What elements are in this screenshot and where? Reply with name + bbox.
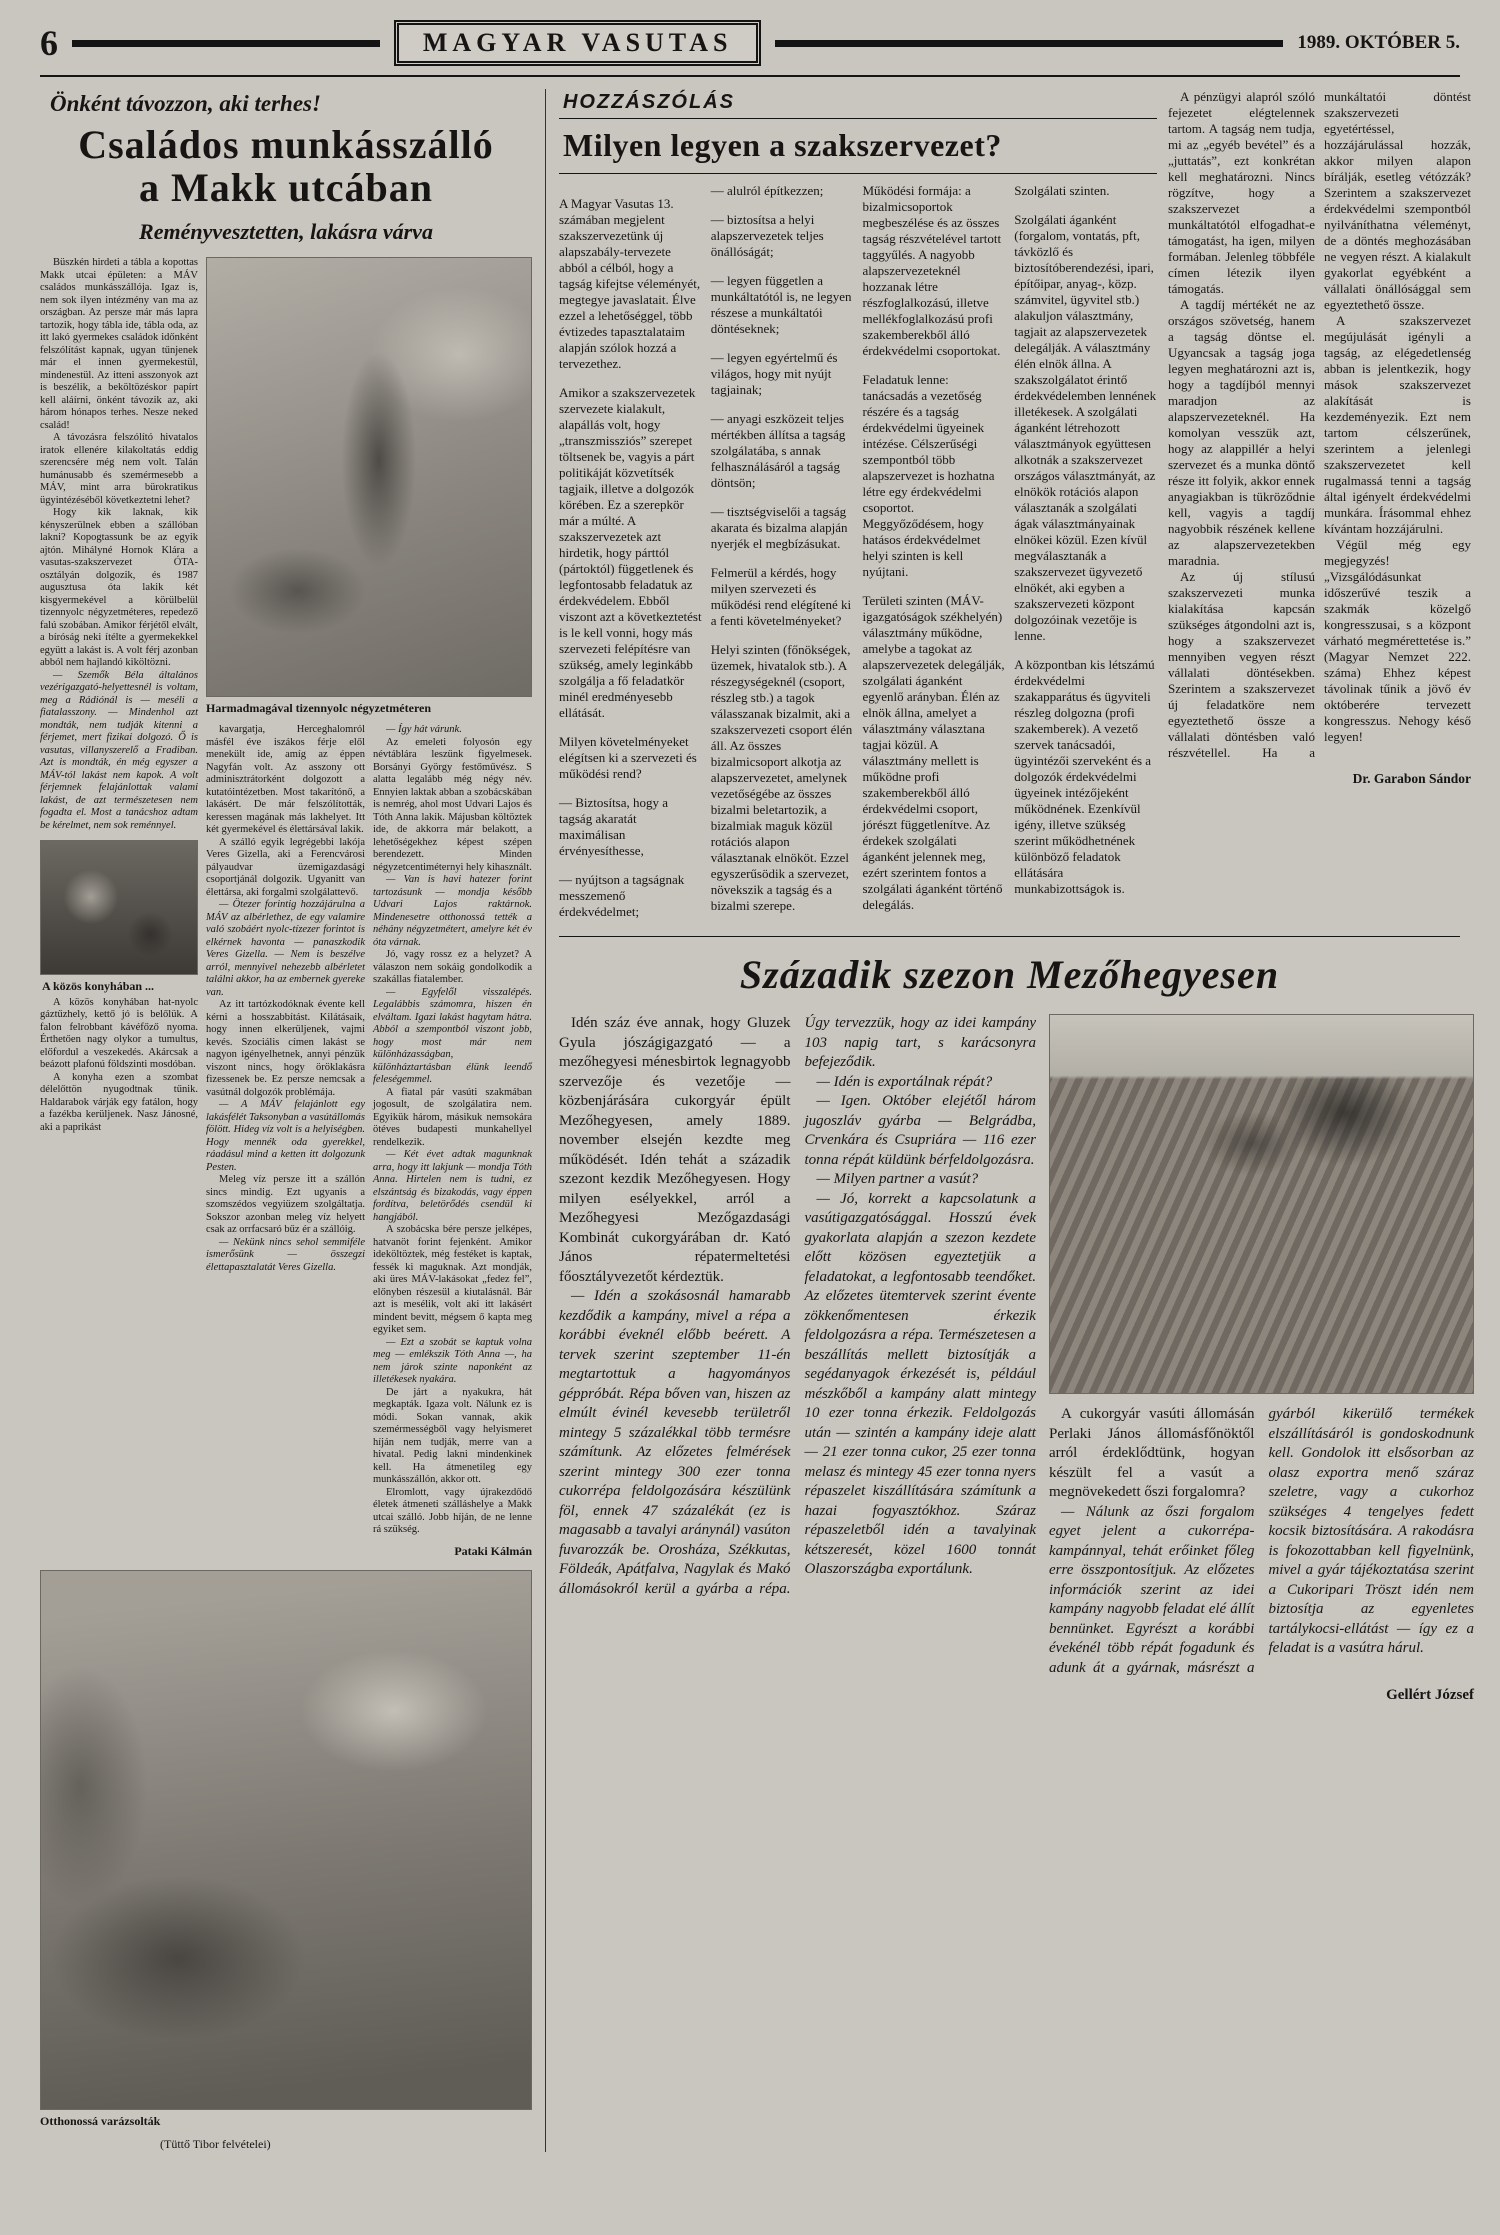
column-1-more-text [40,997,198,1135]
paragraph: A távozásra felszólító hivatalos iratok ellenére kilakoltatás eddig szerencsére még nem volt. Talán humánusabb és szemérmesebb a MÁV, mint arra bürokratikus ügyintézéséből következtetni lehet? [40,432,198,506]
paragraph: Az emeleti folyosón egy névtáblára leszünk figyelmesek. Borsányi György festőművész. S alatta legalább még négy név. Ennyien laktak abban a szobácskában is nemrég, ahol most Udvari Lajos és Tóth Anna lakik. Májusban költöztek ide, de akkorra már belakott, a lehetőségekhez képest szépen berendezett. Minden négyzetcentiméternyi hely kihasznált. [373,736,532,873]
section-label: HOZZÁSZÓLÁS [559,89,1157,119]
paragraph: — Van is havi hatezer forint tartozásunk — mondja később Udvari Lajos raktárnok. Mindenesetre otthonossá tették a néhány négyzetmétert, amelyre két év óta várnak. [373,874,532,948]
opinion-side-block [1168,89,1471,787]
article-body-columns [40,257,532,1557]
season-headline: Századik szezon Mezőhegyesen [739,952,1280,997]
paragraph: — Milyen partner a vasút? [816,1171,979,1187]
paragraph: — anyagi eszközeit teljes mértékben állítsa a tagság szolgálatába, s annak felhasználásáról a tagság döntsön; [710,411,846,490]
article-kicker: Önként távozzon, aki terhes! [50,91,321,116]
paragraph: Az új stílusú szakszervezeti munka kialakítása kapcsán szükséges átgondolni azt is, hogy a szakszervezet mennyiben vegyen részt vállalati döntésekben. Szerintem a szakszervezet új feladatköre nem egyeztethető össze a vállalati döntésben való részvétellel. Ha a munkáltatói döntést szakszervezeti egyetértéssel, hozzájárulással hozzák, akkor milyen alapon bírálják, esetleg vétózzák? Szerintem a szakszervezet érdekvédelmi szempontból nyilváníthatna véleményt, de a döntés meghozásában ne vegyen részt. A kialakult gyakorlat egyébként a vállalati önállósággal sem egyeztethető össze. [1167,89,1471,760]
paragraph: Helyi szinten (főnökségek, üzemek, hivatalok stb.). A részegységeknél (csoport, részleg stb.) a tagok válasszanak bizalmit, aki a szakszervezeti csoport élén áll. Az összes bizalmicsoport alkotja az alapszervezetet, amelynek vezetőségébe az összes bizalmi beletartozik, a bizalmiak maguk közül rotációs alapon választanak elnököt. Ezzel egyszerűsödik a szervezet, növekszik a tagság és a bizalmi szerepe. [710,642,853,913]
paragraph: Szolgálati áganként (forgalom, vontatás, pft, távközlő és biztosítóberendezési, ipari, építőipar, anyag-, közp. számvitel, ügyvitel stb.) alakuljon választmány, tagjait az alapszervezetek delegálják. A választmány élén elnök állna. A szakszolgálatot érintő érdekvédelemben lennének illetékesek. A szolgálati áganként létrehozott választmányok együttesen alkotnák a szakszervezet országos választmányát, az elnökök rotációs alapon választanák a szolgálati ágak választmányainak elnökei közül. Ezen kívül megválasztanák a szakszervezet ügyvezető elnökét, aki egyben a szakszervezeti központ dolgozóinak vezetője is lenne. [1014,212,1157,643]
paragraph: Az itt tartózkodóknak évente kell kérni a hosszabbítást. Kilátásaik, hogy innen elkerüljenek, vajmi kevés. Szociális címen lakást se nagyon igényelhetnek, annyi pénzük viszont nincs, hogy öröklakásra fizessenek be. Ez persze nemcsak a vasútnál dolgozók problémája. [206,999,365,1098]
opinion-side-columns [1168,89,1471,761]
opinion-headline: Milyen legyen a szakszervezet? [562,127,1002,163]
article-subheadline: Reményvesztetten, lakásra várva [139,219,433,245]
opinion-header [559,89,1157,174]
paragraph: De járt a nyakukra, hát megkapták. Igaza volt. Nálunk ez is módi. Sokan vannak, akik szemérmességből vagy helyismeret híján nem tudják, merre van a hivatal. Pedig lakni mindenkinek kell. Ha átmenetileg egy munkásszállón, akkor ott. [373,1386,532,1486]
paragraph: Jó, vagy rossz ez a helyzet? A válaszon nem sokáig gondolkodik a szakállas fiatalember. [373,949,532,986]
headline-line2: a Makk utcában [138,165,434,211]
paragraph: Idén száz éve annak, hogy Gluzek Gyula jószágigazgató — a mezőhegyesi ménesbirtok legnagyobb szervezője és vezetője — közbenjárására cukorgyár épült Mezőhegyesen, amely 1889. november elsején kezdte meg működését. Idén tehát a századik szezont kezdik Mezőhegyesen. Hogy milyen esélyekkel, arról a Mezőhegyesi Mezőgazdasági Kombinát cukorgyárában dr. Kató János répatermeltetési főosztályvezetőt kérdeztük. [558,1015,791,1285]
paragraph: — Jó, korrekt a kapcsolatunk a vasútigazgatósággal. Hosszú évek gyakorlata alapján a szezon kezdete előtt közösen egyeztetjük a feladatokat, a legfontosabb teendőket. Az előzetes ütemtervek szerint évente zökkenőmentesen érkezik feldolgozásra a répa. Természetesen a beszállítás mellett biztosítják a segédanyagok érkezését is, például mészkőből a kampány alatt mintegy 10 ezer tonna érkezik. Feldolgozás után — szintén a kampány ideje alatt — 21 ezer tonna cukor, 25 ezer tonna melasz és mintegy 45 ezer tonna nyers répaszelet kiszállítására számítunk a hazai fogyasztókhoz. Száraz répaszeletből idén a tavalyinak kétszeresét, közel 1600 tonnát Olaszországba exportálunk. [804,1190,1036,1577]
season-body [558,1014,1474,1704]
columns-2-3-row [206,724,532,1557]
paragraph: — alulról építkezzen; [710,183,824,198]
article-opinion [558,89,1471,924]
paragraph: — legyen egyértelmű és világos, hogy mit nyújt tagjainak; [710,350,838,397]
season-right-block [1049,1014,1474,1704]
page-number: 6 [40,23,58,63]
paragraph: A konyha ezen a szombat délelőttön nyugodtnak tűnik. Haldarabok várják egy fatálon, hogy a fazékba kerüljenek. Nasz Jánosné, aki a paprikást [40,1071,198,1133]
season-author: Gellért József [1386,1687,1474,1703]
masthead-rule-right [775,40,1283,47]
paragraph: A fiatal pár vasúti szakmában jogosult, de szolgálatira nem. Egyikük három, másikuk nemsokára ötéves budapesti munkahellyel rendelkezik. [373,1086,532,1148]
shared-kitchen-photo [40,840,198,975]
paragraph: A szobácska bére persze jelképes, hatvanöt forint fejenként. Amikor ideköltöztek, még festéket is kaptak, fessék ki maguknak. Azt mondják, aki üres MÁV-lakásokat „fedez fel”, előnyben részesül a kiutalásnál. Bár azt is mesélik, volt aki itt lakásért mindent bevitt, mégsem ő kapta meg egyiket sem. [373,1224,532,1336]
paragraph: A pénzügyi alapról szóló fejezetet elégtelennek tartom. A tagság nem tudja, mi az „egyéb bevétel” és a „juttatás”, ezt konkrétan kell meghatározni. Nincs rögzítve, hogy a szakszervezet a munkáltatótól elfogadhat-e támogatást, ha igen, milyen formában. Jelenleg többféle címen létezik ilyen támogatás. [1167,89,1315,296]
paragraph: — Így hát várunk. [386,724,462,736]
paragraph: A szakszervezet megújulását igényli a tagság, az elégedetlenség abban is jelentkezik, hogy mások szakszervezet alakítását is kezdeményezik. Ezt nem tartom célszerűnek, szerintem a jelenlegi szakszervezetet kell rugalmassá tenni a tagság által igényelt érdekvédelmi munkára. Írásommal ehhez kívántam hozzájárulni. [1323,313,1471,536]
paragraph: — Ötezer forintig hozzájárulna a MÁV az albérlethez, de egy valamire való szobáért nyolc-tízezer forintot is elkérnek havonta — panaszkodik Veres Gizella. — Nem is beszélve arról, mennyivel nehezebb albérletet találni akkor, ha az embernek gyereke van. [206,899,365,998]
paragraph: — Igen. Október elejétől három jugoszláv gyárba — Belgrádba, Crvenkára és Csupriára — 116 ezer tonna répát küldünk bérfeldolgozásra. [804,1093,1036,1168]
housing-author: Pataki Kálmán [454,1543,532,1558]
paragraph: — Nálunk az őszi forgalom egyet jelent a cukorrépa-kampánnyal, tehát erőinket főleg erre összpontosítjuk. Az előzetes információk szerint az idei kampány nagyobb feladat elé állít bennünket. Egyrészt a korábbi évekénél több répát fogadunk és adunk át a gyárnak, másrészt a gyárból kikerülő termékek elszállításáról is gondoskodnunk kell. Gondolok itt elsősorban az olasz exportra menő száraz szeletre, vagy a cukorhoz szükséges 4 tengelyes fedett kocsik biztosítására. A rakodásra is fokozottabban kell figyelnünk, mivel a gyár tájékoztatása szerint a Cukoripari Tröszt idén nem biztosítja az egyenletes tartálykocsi-ellátást — így ez a feladat is a vasútra hárul. [1048,1406,1474,1676]
paragraph: — biztosítsa a helyi alapszervezetek teljes önállóságát; [710,212,824,259]
paragraph: A közös konyhában hat-nyolc gáztűzhely, kettő jó is belőlük. A falon felrobbant kávéfőző nyoma. Érthetően nagy olykor a tumultus, előfordul a veszekedés. Akárcsak a beázott plafonú földszinti mosdóban. [40,996,198,1071]
paragraph: Hogy kik laknak, kik kényszerülnek ebben a szállóban lakni? Kopogtassunk be az egyik ajtón. Mihályné Hornok Klára a vasutas-szakszervezet ÓTA-osztályán dolgozik, és 1987 augusztusa óta lakik két kisgyermekével a körülbelül tizennyolc négyzetméteres, repedező falú szobában. Amikor férjétől elvált, a bíróság neki ítélte a gyermekekkel együtt a lakást is. A volt férj azonban abból nem hajlandó kiköltözni. [40,507,198,669]
housing-columns-2-3 [206,257,532,1557]
paragraph: — Két évet adtak magunknak arra, hogy itt lakjunk — mondja Tóth Anna. Hirtelen nem is tudni, ez elszántság és bizakodás, vagy éppen fordítva, beletörődés csendül ki hangjából. [373,1149,532,1223]
masthead: MAGYAR VASUTAS [394,20,762,66]
kitchen-photo-caption: A közös konyhában ... [42,979,155,994]
season-right-columns [1049,1405,1474,1678]
paragraph: — Szemők Béla általános vezérigazgató-helyettesnél is voltam, meg a Rádiónál is — meséli a fiatalasszony. — Mindenhol azt mondták, nem tudják kitenni a férjemet, mert fizikai dolgozó. Ő is vasutas, villanyszerelő a Fradiban. Azt is mondták, én még egyszer a MÁV-tól lakást nem kapok. A volt férjemnek felajánlottak valami lakást, de azt természetesen nem fogadta el. Most a tanácshoz adtam be kérelmet, nem sok reménnyel. [40,669,198,831]
housing-column-1 [40,257,198,1557]
column-1-text [40,257,198,832]
paragraph: — Idén is exportálnak répát? [816,1073,993,1090]
issue-date: 1989. OKTÓBER 5. [1297,32,1460,53]
paragraph: — Nekünk nincs sehol semmiféle ismerősünk — összegzi élettapasztalatát Veres Gizella. [206,1236,365,1273]
paragraph: Amikor a szakszervezetek szervezete kialakult, alapállás volt, hogy „transzmissziós” szerepet töltsenek be, vagyis a párt politikáját közvetítsék tagjaik, illetve a dolgozók körében. Ez a szerepkör már a múlté. A szakszervezetek azt hirdetik, hogy párttól (pártoktól) függetlenek és legfontosabb feladatuk az érdekvédelem. Ebből viszont azt a következtetést is le kell vonni, hogy más szervezeti felépítésre van szükség, amely leginkább szolgálja a fő feladatkör minél eredményesebb ellátását. [558,385,702,720]
paragraph: Feladatuk lenne: tanácsadás a vezetőség részére és a tagság érdekvédelmi ügyeinek intézése. Célszerűségi szempontból több alapszervezet is hozhatna létre egy érdekvédelmi csoportot. Meggyőződésem, hogy hatásos érdekvédelmet helyi szinten is kell nyújtani. [862,372,995,579]
paragraph: — legyen független a munkáltatótól is, ne legyen részese a munkáltatói döntéseknek; [710,273,852,336]
opinion-main-block [559,89,1157,924]
paragraph: Szolgálati szinten. [1014,183,1110,198]
article-season [558,937,1474,1704]
paragraph: A cukorgyár vasúti állomásán Perlaki János állomásfőnöktől arról érdeklődtünk, hogyan készült fel a vasút a megnövekedett őszi forgalomra? [1048,1406,1255,1500]
room-photo-caption: Harmadmagával tizennyolc négyzetméteren [206,701,432,716]
right-page-column [558,89,1474,1704]
article-headline [40,123,532,209]
column-3-text [373,724,532,1537]
housing-column-3 [373,724,532,1557]
paragraph: — nyújtson a tagságnak messzemenő érdekvédelmet; [558,872,685,919]
masthead-rule-left [72,40,380,47]
paragraph: Felmerül a kérdés, hogy milyen szervezeti és működési rend elégítené ki a fenti követelményeket? [710,565,852,628]
family-room-photo [206,257,532,697]
paragraph: Meleg víz persze itt a szállón sincs mindig. Ezt ugyanis a szomszédos vegyiüzem szolgáltatja. Sokszor azonban meleg víz helyett csak az orrfacsaró bűz ér a szállóig. [206,1174,365,1236]
paragraph: — Ezt a szobát se kaptuk volna meg — emlékszik Tóth Anna —, ha nem járok szinte naponként az illetékesek nyakára. [373,1336,532,1386]
paragraph: A központban kis létszámú érdekvédelmi szakapparátus és ügyviteli részleg dolgozna (profi szakemberek). A vezető szervek tanácsadói, ügyintézői szerveként és a dolgozók érdekvédelmi ügyeinek intézőjeként működnének. Ezenkívül igény, illetve szükség szerint működhetnének különböző feladatok ellátására munkabizottságok is. [1014,657,1155,896]
paragraph: — Egyfelől visszalépés. Legalábbis számomra, hiszen én elváltam. Igazi lakást hagytam hátra. Abból a szempontból viszont jobb, hogy most már nem különházasságban, különháztartásban élünk leendő feleségemmel. [373,986,532,1086]
paragraph: Végül még egy megjegyzés! „Vizsgálódásunkat időszerűvé teszik a szakmák közelgő kongresszusai, s a központ várható megmérettetése is.” (Magyar Nemzet 222. száma) Ehhez képest távolinak tűnik a jövő év októberére tervezett kongresszus. Nehogy késő legyen! [1323,537,1471,744]
paragraph: Működési formája: a bizalmicsoportok megbeszélése és az összes tagság részvételével tartott taggyűlés. A nagyobb alapszervezeteknél hozzanak létre részfoglalkozású, illetve mellékfoglalkozású profi szakemberekből álló érdekvédelmi csoportokat. [862,183,1002,358]
headline-line1: Családos munkásszálló [78,122,494,167]
paragraph: — Idén a szokásosnál hamarabb kezdődik a kampány, mivel a répa a korábbi éveknél előbb beérett. A tervek szerint szeptember 11-én megtartottuk a hagyományos géppróbát. Répa bőven van, hiszen az elmúlt évinél kevesebb területről mintegy 5 százalékkal több termésre számítunk. Az előzetes felmérések szerint mintegy 300 ezer tonna cukorrépa feldolgozására készülünk föl, ennek 47 százalékát (ez is magasabb a tavalyi aránynál) vasúton fuvarozzák be. Orosháza, Székkutas, Földeák, Apátfalva, Nagylak és Makó állomásokról kerül a gyárba a répa. Úgy tervezzük, hogy az idei kampány 103 napig tart, s karácsonyra befejeződik. [558,1015,1036,1597]
page-header [0,0,1500,66]
paragraph: kavargatja, Herceghalomról másfél éve iszákos férje elől menekült ide, amíg az éppen Nagyfán volt. Az asszony ott adminisztrátorként dolgozott a kutatóintézetben. Most takarítónő, a lakásért. De már felszólították, keressen magának más lakhelyet. Itt két gyermekével és élettársával lakik. [206,724,365,836]
paragraph: A Magyar Vasutas 13. számában megjelent szakszervezetünk új alapszabály-tervezete abból a célból, hogy a tagság kifejtse véleményét, megtegye javaslatait. Élve ezzel a lehetőséggel, több évtizedes tapasztalataim alapján szólok hozzá a tervezethez. [558,196,701,371]
column-divider [545,89,546,2152]
season-left-columns [559,1014,1036,1599]
sugar-beet-harvest-photo [1049,1014,1474,1394]
paragraph: — Biztosítsa, hogy a tagság akaratát maximálisan érvényesíthesse, [558,795,669,858]
article-housing [40,89,532,2152]
paragraph: A tagdíj mértékét ne az országos szövetség, hanem a tagság döntse el. Ugyancsak a tagság joga legyen meghatározni azt is, hogy a tagdíjból mennyi maradjon az alapszervezeteknél. Ha komolyan vesszük azt, hogy az alappillér a helyi szervezet és a munka döntő része itt folyik, akkor ennek anyagiakban is tükröződnie kell, vagyis a tagdíj nagyobbik részének kellene az alapszervezetekben maradnia. [1167,297,1315,568]
paragraph: Területi szinten (MÁV-igazgatóságok székhelyén) választmány működne, amelybe a tagokat az alapszervezetek delegálják, szolgálati áganként egyenlő arányban. Élén az elnök állna, amelyet a választmány választana tagjai közül. A választmány mellett is működne profi szakemberekből álló érdekvédelmi csoport, jórészt függetlenítve. Az érdekek szolgálati áganként jelennek meg, ezért szerintem fontos a szolgálati áganként történő delegálás. [862,593,1005,912]
photo-credit: (Tüttő Tibor felvételei) [160,2137,271,2152]
paragraph: Büszkén hirdeti a tábla a kopottas Makk utcai épületen: a MÁV családos munkásszállója. Igaz is, nem sok ilyen intézmény van ma az országban. Az persze már más lapra tartozik, hogy tábla ide, tábla oda, az itt lakó gyermekes családok időnként felszólítást kapnak, ugyan tűnjenek már el innen gyermekestül, mindenestül. Az itteni asszonyok azt is beszélik, a beköltözéskor papírt kell aláírni, önként távozik az, aki három hónapos terhes. Nesze neked család! [40,257,198,431]
interior-photo-caption: Otthonossá varázsolták [40,2114,161,2129]
opinion-main-columns [559,183,1157,924]
paragraph: — tisztségviselői a tagság akarata és bizalma alapján nyerjék el megbízásukat. [710,504,848,551]
home-interior-photo [40,1570,532,2110]
paragraph: Elromlott, vagy újrakezdődő életek átmeneti szálláshelye a Makk utcai szálló. Jobb híján, de ne lenne rá szükség. [373,1486,532,1536]
housing-column-2 [206,724,365,1557]
paragraph: A szálló egyik legrégebbi lakója Veres Gizella, aki a Ferencvárosi pályaudvar üzemigazdasági csoportjánál dolgozik. Ugyanitt van élettársa, aki forgalmi szolgálattevő. [206,836,365,898]
opinion-author: Dr. Garabon Sándor [1352,771,1471,786]
paragraph: Milyen követelményeket elégítsen ki a szervezeti és működési rend? [558,734,697,781]
paragraph: — A MÁV felajánlott egy lakásfélét Taksonyban a vasútállomás fölött. Hideg víz volt is a helyiségben. Hogy mennék oda gyerekkel, ráadásul mind a ketten itt dolgozunk Pesten. [206,1099,365,1173]
page-content [0,77,1500,2152]
